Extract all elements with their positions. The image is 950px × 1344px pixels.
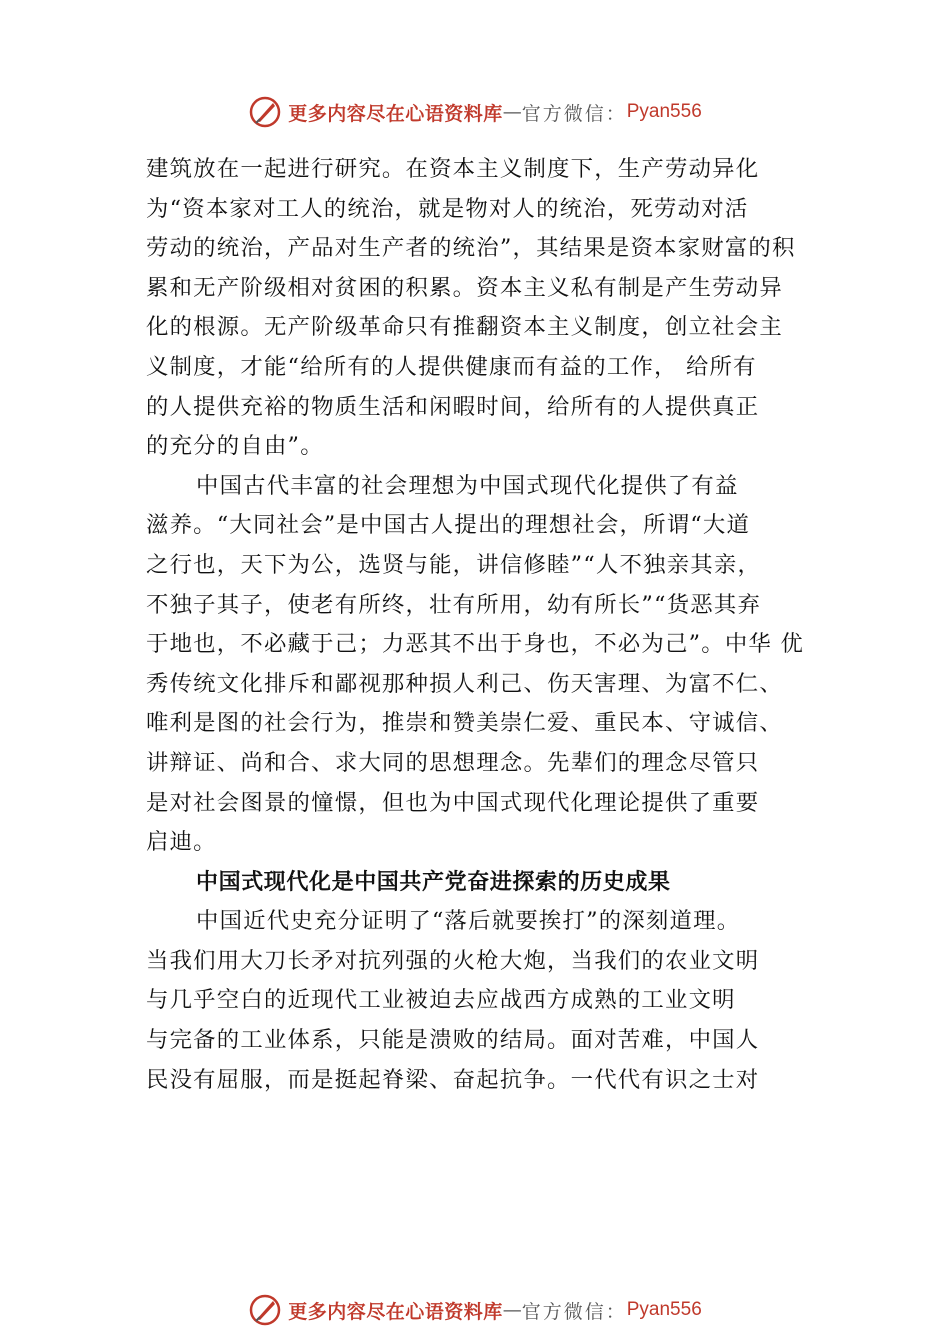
paragraph-1	[146, 150, 826, 467]
text-line: 与完备的工业体系，只能是溃败的结局。面对苦难，中国人	[146, 1027, 760, 1054]
text-line: 的充分的自由”。	[146, 433, 324, 460]
text-line: 累和无产阶级相对贫困的积累。资本主义私有制是产生劳动异	[146, 274, 783, 301]
text-line: 秀传统文化排斥和鄙视那种损人利己、伤天害理、为富不仁、	[146, 670, 783, 697]
text-line: 义制度，才能“给所有的人提供健康而有益的工作， 给所有	[146, 353, 757, 380]
text-line: 滋养。“大同社会”是中国古人提出的理想社会，所谓“大道	[146, 512, 751, 539]
banner-wechat-label: 官方微信：	[521, 102, 627, 125]
paragraph-3	[146, 902, 826, 1100]
text-line: 中国古代丰富的社会理想为中国式现代化提供了有益	[196, 472, 739, 499]
quill-pen-logo-icon	[248, 1293, 282, 1327]
paragraph-2	[146, 467, 826, 863]
text-line: 当我们用大刀长矛对抗列强的火枪大炮，当我们的农业文明	[146, 947, 760, 974]
banner-wechat-id: Pyan556	[626, 1299, 702, 1320]
text-line: 中国近代史充分证明了“落后就要挨打”的深刻道理。	[196, 908, 741, 935]
quill-pen-logo-icon	[248, 95, 282, 129]
banner-main-text: 更多内容尽在心语资料库	[288, 1300, 503, 1323]
text-line: 劳动的统治，产品对生产者的统治”，其结果是资本家财富的积	[146, 235, 796, 262]
text-line: 之行也，天下为公，选贤与能，讲信修睦”“人不独亲其亲，	[146, 551, 762, 578]
text-line: 唯利是图的社会行为，推崇和赞美崇仁爱、重民本、守诚信、	[146, 710, 783, 737]
banner-main-text: 更多内容尽在心语资料库	[288, 102, 503, 125]
text-line: 是对社会图景的憧憬，但也为中国式现代化理论提供了重要	[146, 789, 760, 816]
footer-banner	[0, 1290, 950, 1330]
header-banner	[0, 92, 950, 132]
text-line: 的人提供充裕的物质生活和闲暇时间，给所有的人提供真正	[146, 393, 760, 420]
text-line: 不独子其子，使老有所终，壮有所用，幼有所长”“货恶其弃	[146, 591, 762, 618]
section-heading: 中国式现代化是中国共产党奋进探索的历史成果	[196, 869, 671, 895]
banner-wechat-label: 官方微信：	[521, 1300, 627, 1323]
text-line: 启迪。	[146, 829, 217, 856]
text-line: 为“资本家对工人的统治，就是物对人的统治，死劳动对活	[146, 195, 749, 222]
banner-wechat-id: Pyan556	[626, 101, 702, 122]
text-line: 建筑放在一起进行研究。在资本主义制度下，生产劳动异化	[146, 156, 760, 182]
text-line: 民没有屈服，而是挺起脊梁、奋起抗争。一代代有识之士对	[146, 1066, 760, 1093]
document-body	[146, 150, 826, 1100]
text-line: 化的根源。无产阶级革命只有推翻资本主义制度，创立社会主	[146, 314, 783, 341]
text-line: 于地也，不必藏于己；力恶其不出于身也，不必为己”。中华 优	[146, 631, 804, 658]
text-line: 讲辩证、尚和合、求大同的思想理念。先辈们的理念尽管只	[146, 749, 760, 776]
text-line: 与几乎空白的近现代工业被迫去应战西方成熟的工业文明	[146, 987, 736, 1014]
banner-separator: —	[502, 1299, 522, 1321]
banner-separator: —	[502, 101, 522, 123]
